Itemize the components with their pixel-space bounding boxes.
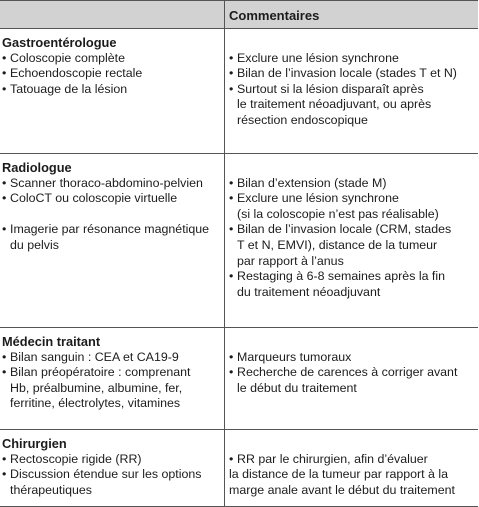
list-item: • Bilan de l’invasion locale (CRM, stades T et N, EMVI), distance de la tumeur par rapport à l’anus	[229, 222, 452, 268]
list-item: • Coloscopie complète	[2, 50, 126, 65]
list-item: • Recherche de carences à corriger avant le début du traitement	[229, 365, 458, 395]
list-item: • Marqueurs tumoraux	[229, 349, 352, 364]
section-row-gastroenterologue	[0, 29, 478, 154]
section-right-cell	[225, 430, 478, 506]
section-title: Radiologue	[2, 160, 72, 175]
list-item: • Exclure une lésion synchrone	[229, 50, 399, 65]
list-item: • Surtout si la lésion disparaît après le traitement néoadjuvant, ou après résection endoscopique	[229, 81, 432, 127]
list-item: • Echoendoscopie rectale	[2, 66, 143, 81]
section-title: Chirurgien	[2, 436, 67, 451]
section-row-chirurgien	[0, 430, 478, 507]
section-left-cell	[0, 328, 225, 429]
list-item: • Bilan préopératoire : comprenant Hb, préalbumine, albumine, fer, ferritine, électrolytes, vitamines	[2, 365, 191, 411]
section-row-medecin-traitant	[0, 328, 478, 430]
list-item-continuation: la distance de la tumeur par rapport à la marge anale avant le début du traitement	[229, 467, 455, 497]
list-item: • Scanner thoraco-abdomino-pelvien	[2, 175, 203, 190]
list-item: • Tatouage de la lésion	[2, 81, 128, 96]
list-item: • Bilan sanguin : CEA et CA19-9	[2, 349, 179, 364]
list-item: • Discussion étendue sur les options thérapeutiques	[2, 467, 202, 497]
header-left-cell	[0, 1, 225, 28]
section-left-cell	[0, 154, 225, 327]
list-item: • Bilan de l’invasion locale (stades T et N)	[229, 66, 457, 81]
list-item: • Rectoscopie rigide (RR)	[2, 451, 142, 466]
table-header-row	[0, 1, 478, 29]
section-row-radiologue	[0, 154, 478, 328]
list-item: • Exclure une lésion synchrone (si la coloscopie n’est pas réalisable)	[229, 191, 439, 221]
section-left-cell	[0, 29, 225, 153]
section-title: Gastroentérologue	[2, 35, 117, 50]
section-right-cell	[225, 328, 478, 429]
list-item: • ColoCT ou coloscopie virtuelle	[2, 191, 178, 206]
list-item: • Restaging à 6-8 semaines après la fin du traitement néoadjuvant	[229, 269, 446, 299]
list-item: • RR par le chirurgien, afin d’évaluer	[229, 451, 428, 466]
list-item: • Bilan d’extension (stade M)	[229, 175, 387, 190]
list-item: • Imagerie par résonance magnétique du pelvis	[2, 222, 210, 252]
section-left-cell	[0, 430, 225, 506]
section-title: Médecin traitant	[2, 334, 101, 349]
section-right-cell	[225, 154, 478, 327]
header-comments-cell: Commentaires	[229, 8, 320, 23]
section-right-cell	[225, 29, 478, 153]
